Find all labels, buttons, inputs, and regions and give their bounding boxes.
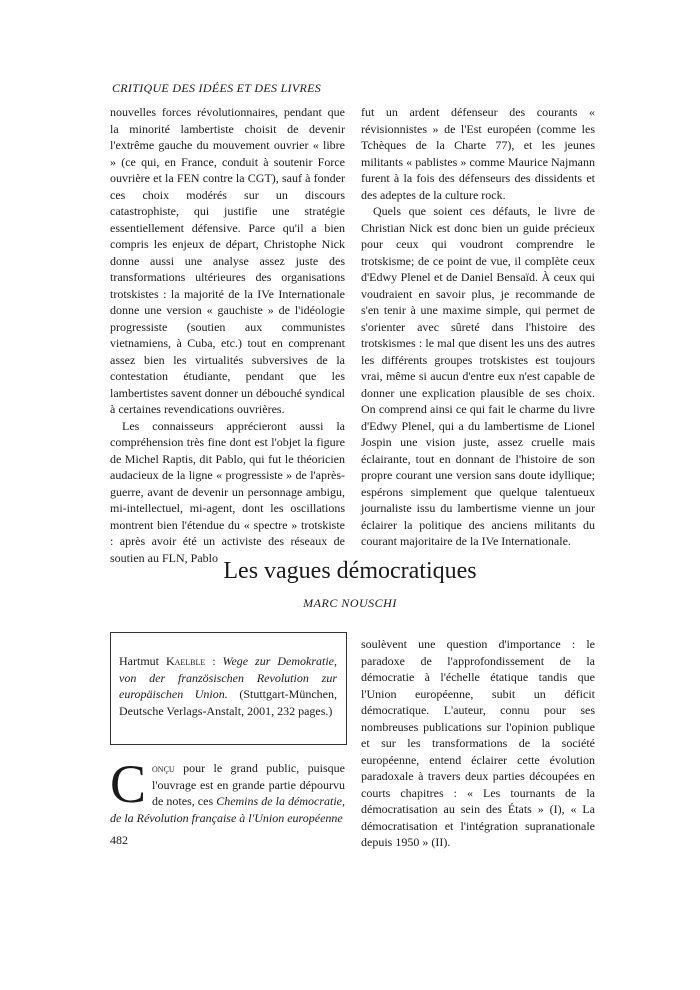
paragraph: soulèvent une question d'importance : le paradoxe de l'approfondissement de la démocratie à l'échelle étatique tandis que l'Union européenne, subit un déficit démocratique. L'auteur, connu pour ses nombreuses publications sur l'opinion publique et sur les transformations de la société européenne, entend éclairer cette évolution paradoxale à travers deux parties découpées en courts chapitres : « Les tournants de la démocratisation au sein des États » (I), « La démocratisation et l'intégration supranationale depuis 1950 » (II). — [361, 637, 595, 849]
running-head: CRITIQUE DES IDÉES ET DES LIVRES — [112, 81, 322, 95]
paragraph: fut un ardent défenseur des courants « révisionnistes » de l'Est européen (comme les Tchèques de la Charte 77), et les jeunes militants « pablistes » comme Maurice Najmann furent à la fois des défenseurs des dissidents et des adeptes de la culture rock. — [361, 105, 595, 202]
book-author-first: Hartmut — [119, 654, 159, 668]
paragraph: nouvelles forces révolutionnaires, pendant que la minorité lambertiste choisit de devenir l'extrême gauche du mouvement ouvrier « libre » (ce qui, en France, conduit à soutenir Force ouvrière et la FEN contre la CGT), sauf à fonder ces choix modérés sur un discours catastrophiste, qui justifie une stratégie essentiellement défensive. Parce qu'il a bien compris les enjeux de départ, Christophe Nick donne aussi une analyse assez juste des transformations ultérieures des organisations trotskistes : la majorité de la IVe Internationale donne une version « gauchiste » de l'idéologie progressiste (soutien aux communistes vietnamiens, à Cuba, etc.) tout en comprenant assez bien les virtualités subversives de la contestation étudiante, pendant que les lambertistes savent donner un débouché syndical à certaines revendications ouvrières. — [110, 105, 345, 416]
previous-article-right-column — [361, 104, 595, 550]
article-author: MARC NOUSCHI — [303, 596, 397, 610]
book-reference — [119, 653, 337, 719]
page-number: 482 — [110, 833, 128, 847]
drop-cap: C — [110, 754, 147, 814]
paragraph: Quels que soient ces défauts, le livre de Christian Nick est donc bien un guide précieux pour ceux qui voudront comprendre le trotskisme; de ce point de vue, il complète ceux d'Edwy Plenel et de Daniel Bensaïd. À ceux qui voudraient en savoir plus, je recommande de s'en tenir à une maxime simple, qui permet de s'orienter avec sûreté dans l'histoire des trotskismes : le mal que disent les uns des autres les différents groupes trotskistes est toujours vrai, même si aucun d'entre eux n'est capable de donner une explication plausible de ses choix. On comprend ainsi ce qui fait le charme du livre d'Edwy Plenel, qui a du lambertisme de Lionel Jospin une vision juste, assez cruelle mais éclairante, tout en donnant de l'histoire de son propre courant une version sans doute idyllique; espérons simplement que quelque talentueux journaliste issu du lambertisme vienne un jour éclairer la politique des anciens militants du courant majoritaire de la IVe Internationale. — [361, 204, 595, 548]
paragraph: Les connaisseurs apprécieront aussi la compréhension très fine dont est l'objet la figure de Michel Raptis, dit Pablo, qui fut le théoricien audacieux de la ligne « progressiste » de l'après-guerre, avant de devenir un personnage ambigu, mi-intellectuel, mi-agent, dont les oscillations montrent bien l'étendue du « spectre » trotskiste : après avoir été un activiste des réseaux de soutien au FLN, Pablo — [110, 418, 345, 565]
book-publication-info: (Stuttgart-München, Deutsche Verlags-Anstalt, 2001, 232 pages.) — [119, 687, 337, 718]
opening-paragraph — [110, 754, 345, 826]
article-body-left — [110, 754, 345, 826]
book-author-last: Kaelble — [165, 654, 206, 668]
reviewed-book-box — [110, 632, 347, 745]
article-body-right — [361, 636, 595, 851]
book-title-french: Chemins de la démocratie, de la Révolution française à l'Union européenne — [110, 794, 345, 825]
previous-article-left-column — [110, 104, 345, 566]
article-title: Les vagues démocratiques — [223, 558, 477, 585]
first-word-rest: onçu — [152, 761, 175, 775]
body-text: pour le grand public, puisque l'ouvrage est en grande partie dépourvu de notes, ces — [152, 761, 345, 808]
book-title: Wege zur Demokratie, von der französischen Revolution zur europäischen Union. — [119, 654, 337, 701]
separator: : — [205, 654, 223, 668]
